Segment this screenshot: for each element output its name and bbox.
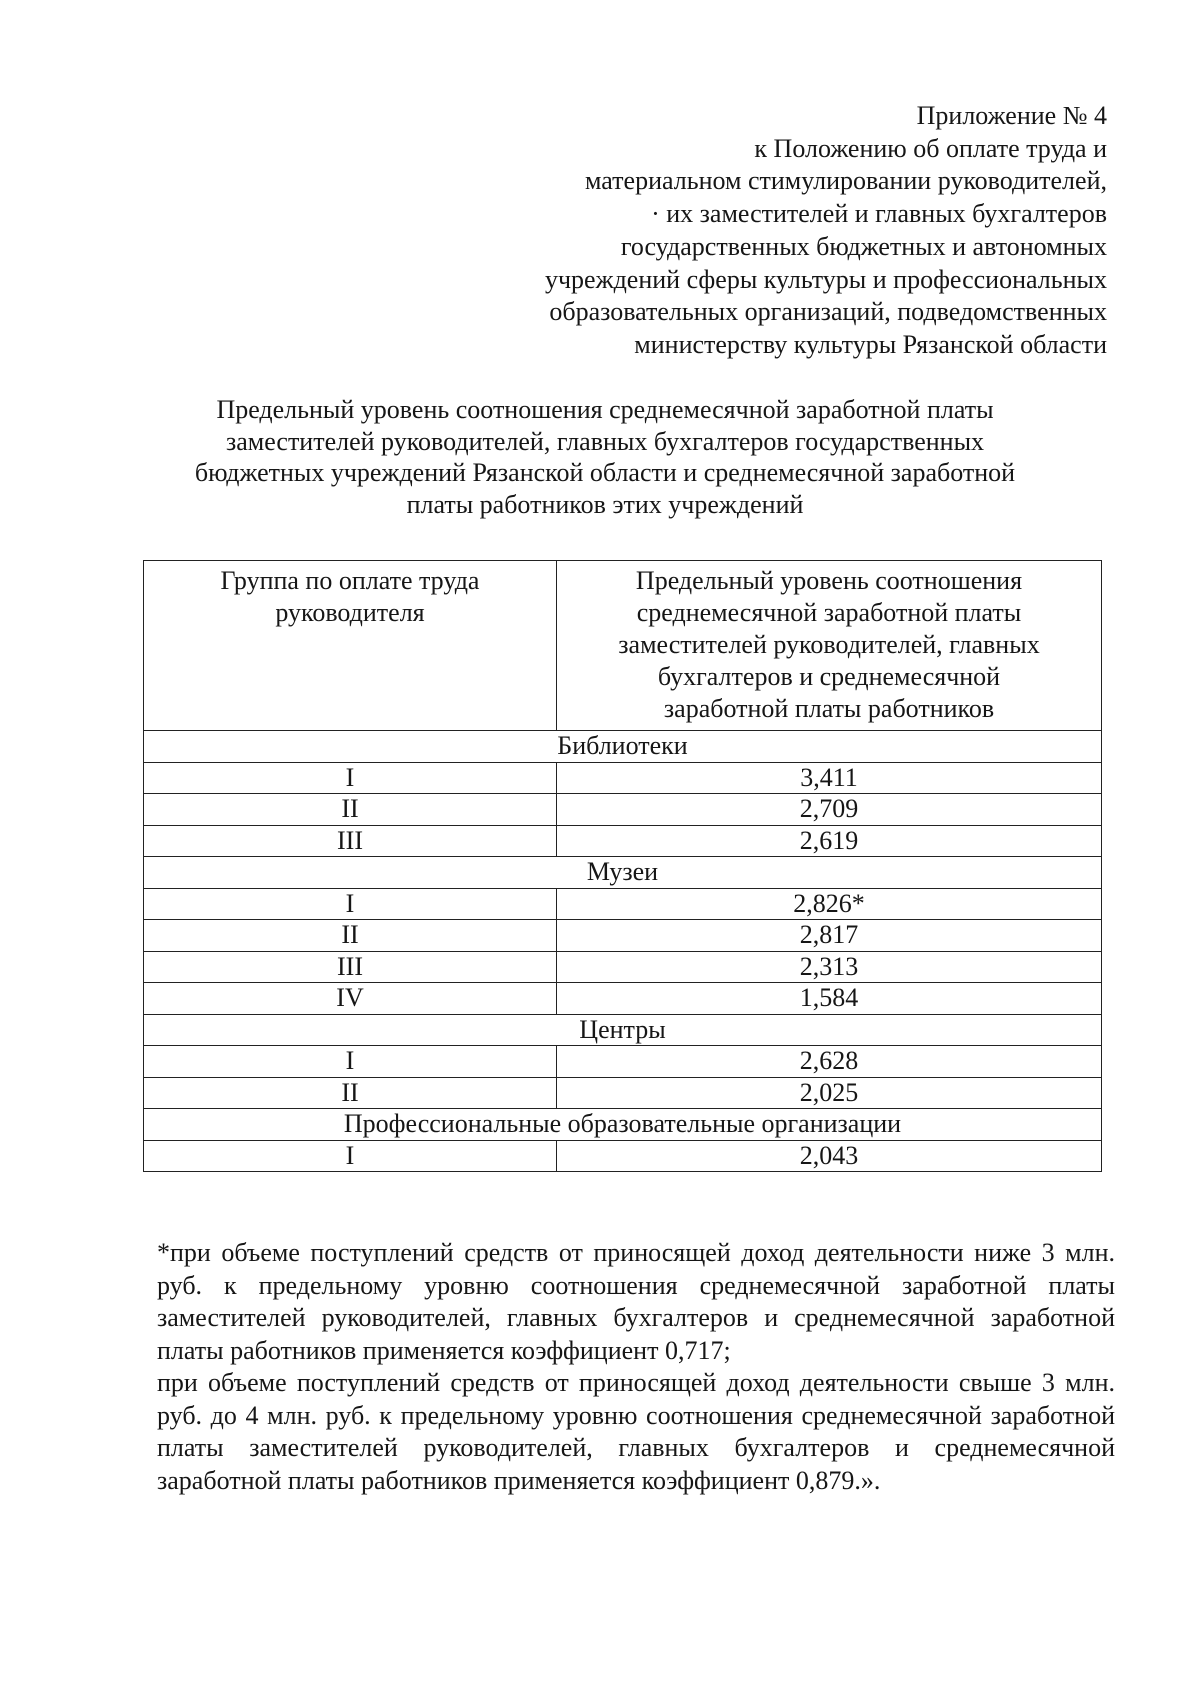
header-line: заместителей руководителей, главных xyxy=(618,630,1040,659)
header-ratio-column xyxy=(557,561,1102,731)
section-row-museums xyxy=(144,857,1102,889)
section-row-centers xyxy=(144,1014,1102,1046)
appendix-line: учреждений сферы культуры и профессиональных xyxy=(544,264,1107,294)
appendix-line: государственных бюджетных и автономных xyxy=(620,231,1107,261)
table-row xyxy=(144,1140,1102,1172)
group-cell: I xyxy=(144,1140,557,1172)
title-line: платы работников этих учреждений xyxy=(406,489,804,519)
value-cell: 1,584 xyxy=(557,983,1102,1015)
value-cell: 2,628 xyxy=(557,1046,1102,1078)
header-group-column xyxy=(144,561,557,731)
section-title: Центры xyxy=(144,1014,1102,1046)
ratio-table xyxy=(143,560,1102,1172)
group-cell: II xyxy=(144,920,557,952)
value-cell: 2,313 xyxy=(557,951,1102,983)
table-row xyxy=(144,794,1102,826)
header-line: руководителя xyxy=(275,597,425,627)
group-cell: I xyxy=(144,888,557,920)
header-line: Группа по оплате труда xyxy=(220,566,480,595)
group-cell: III xyxy=(144,825,557,857)
header-line: бухгалтеров и среднемесячной xyxy=(657,662,1001,691)
table-row xyxy=(144,1077,1102,1109)
value-cell: 2,619 xyxy=(557,825,1102,857)
appendix-line: материальном стимулировании руководителей, xyxy=(585,166,1107,196)
value-cell: 3,411 xyxy=(557,762,1102,794)
section-title: Профессиональные образовательные организации xyxy=(144,1109,1102,1141)
table-row xyxy=(144,888,1102,920)
group-cell: II xyxy=(144,1077,557,1109)
value-cell: 2,043 xyxy=(557,1140,1102,1172)
appendix-line: образовательных организаций, подведомственных xyxy=(549,297,1107,327)
title-line: заместителей руководителей, главных бухгалтеров государственных xyxy=(225,426,985,456)
document-title xyxy=(130,394,1080,520)
appendix-line: к Положению об оплате труда и xyxy=(754,133,1107,163)
header-line: среднемесячной заработной платы xyxy=(636,598,1022,627)
appendix-line: Приложение № 4 xyxy=(916,101,1107,130)
footnote-paragraph: *при объеме поступлений средств от приносящей доход деятельности ниже 3 млн. руб. к предельному уровню соотношения среднемесячной заработной платы заместителей руководителей, главных бухгалтеров и среднемесячной заработной платы работников применяется коэффициент 0,717; xyxy=(157,1238,1115,1365)
section-title: Музеи xyxy=(144,857,1102,889)
table-row xyxy=(144,762,1102,794)
appendix-header xyxy=(545,100,1107,362)
value-cell: 2,709 xyxy=(557,794,1102,826)
section-title: Библиотеки xyxy=(144,731,1102,763)
value-cell: 2,817 xyxy=(557,920,1102,952)
table-row xyxy=(144,1046,1102,1078)
table-header-row xyxy=(144,561,1102,731)
table-row xyxy=(144,825,1102,857)
header-line: Предельный уровень соотношения xyxy=(635,566,1023,595)
value-cell: 2,025 xyxy=(557,1077,1102,1109)
title-line: Предельный уровень соотношения среднемесячной заработной платы xyxy=(216,395,994,424)
value-cell: 2,826* xyxy=(557,888,1102,920)
appendix-line: министерству культуры Рязанской области xyxy=(634,329,1107,359)
title-line: бюджетных учреждений Рязанской области и среднемесячной заработной xyxy=(194,458,1016,487)
header-line: заработной платы работников xyxy=(663,694,995,723)
table-row xyxy=(144,920,1102,952)
section-row-professional-education xyxy=(144,1109,1102,1141)
section-row-libraries xyxy=(144,731,1102,763)
footnote-paragraph: при объеме поступлений средств от приносящей доход деятельности свыше 3 млн. руб. до 4 млн. руб. к предельному уровню соотношения среднемесячной заработной платы заместителей руководителей, главных бухгалтеров и среднемесячной заработной платы работников применяется коэффициент 0,879.». xyxy=(157,1368,1115,1495)
group-cell: IV xyxy=(144,983,557,1015)
group-cell: III xyxy=(144,951,557,983)
footnote xyxy=(157,1237,1115,1497)
group-cell: I xyxy=(144,762,557,794)
table-row xyxy=(144,983,1102,1015)
group-cell: I xyxy=(144,1046,557,1078)
table-row xyxy=(144,951,1102,983)
group-cell: II xyxy=(144,794,557,826)
appendix-line: · их заместителей и главных бухгалтеров xyxy=(651,199,1107,229)
